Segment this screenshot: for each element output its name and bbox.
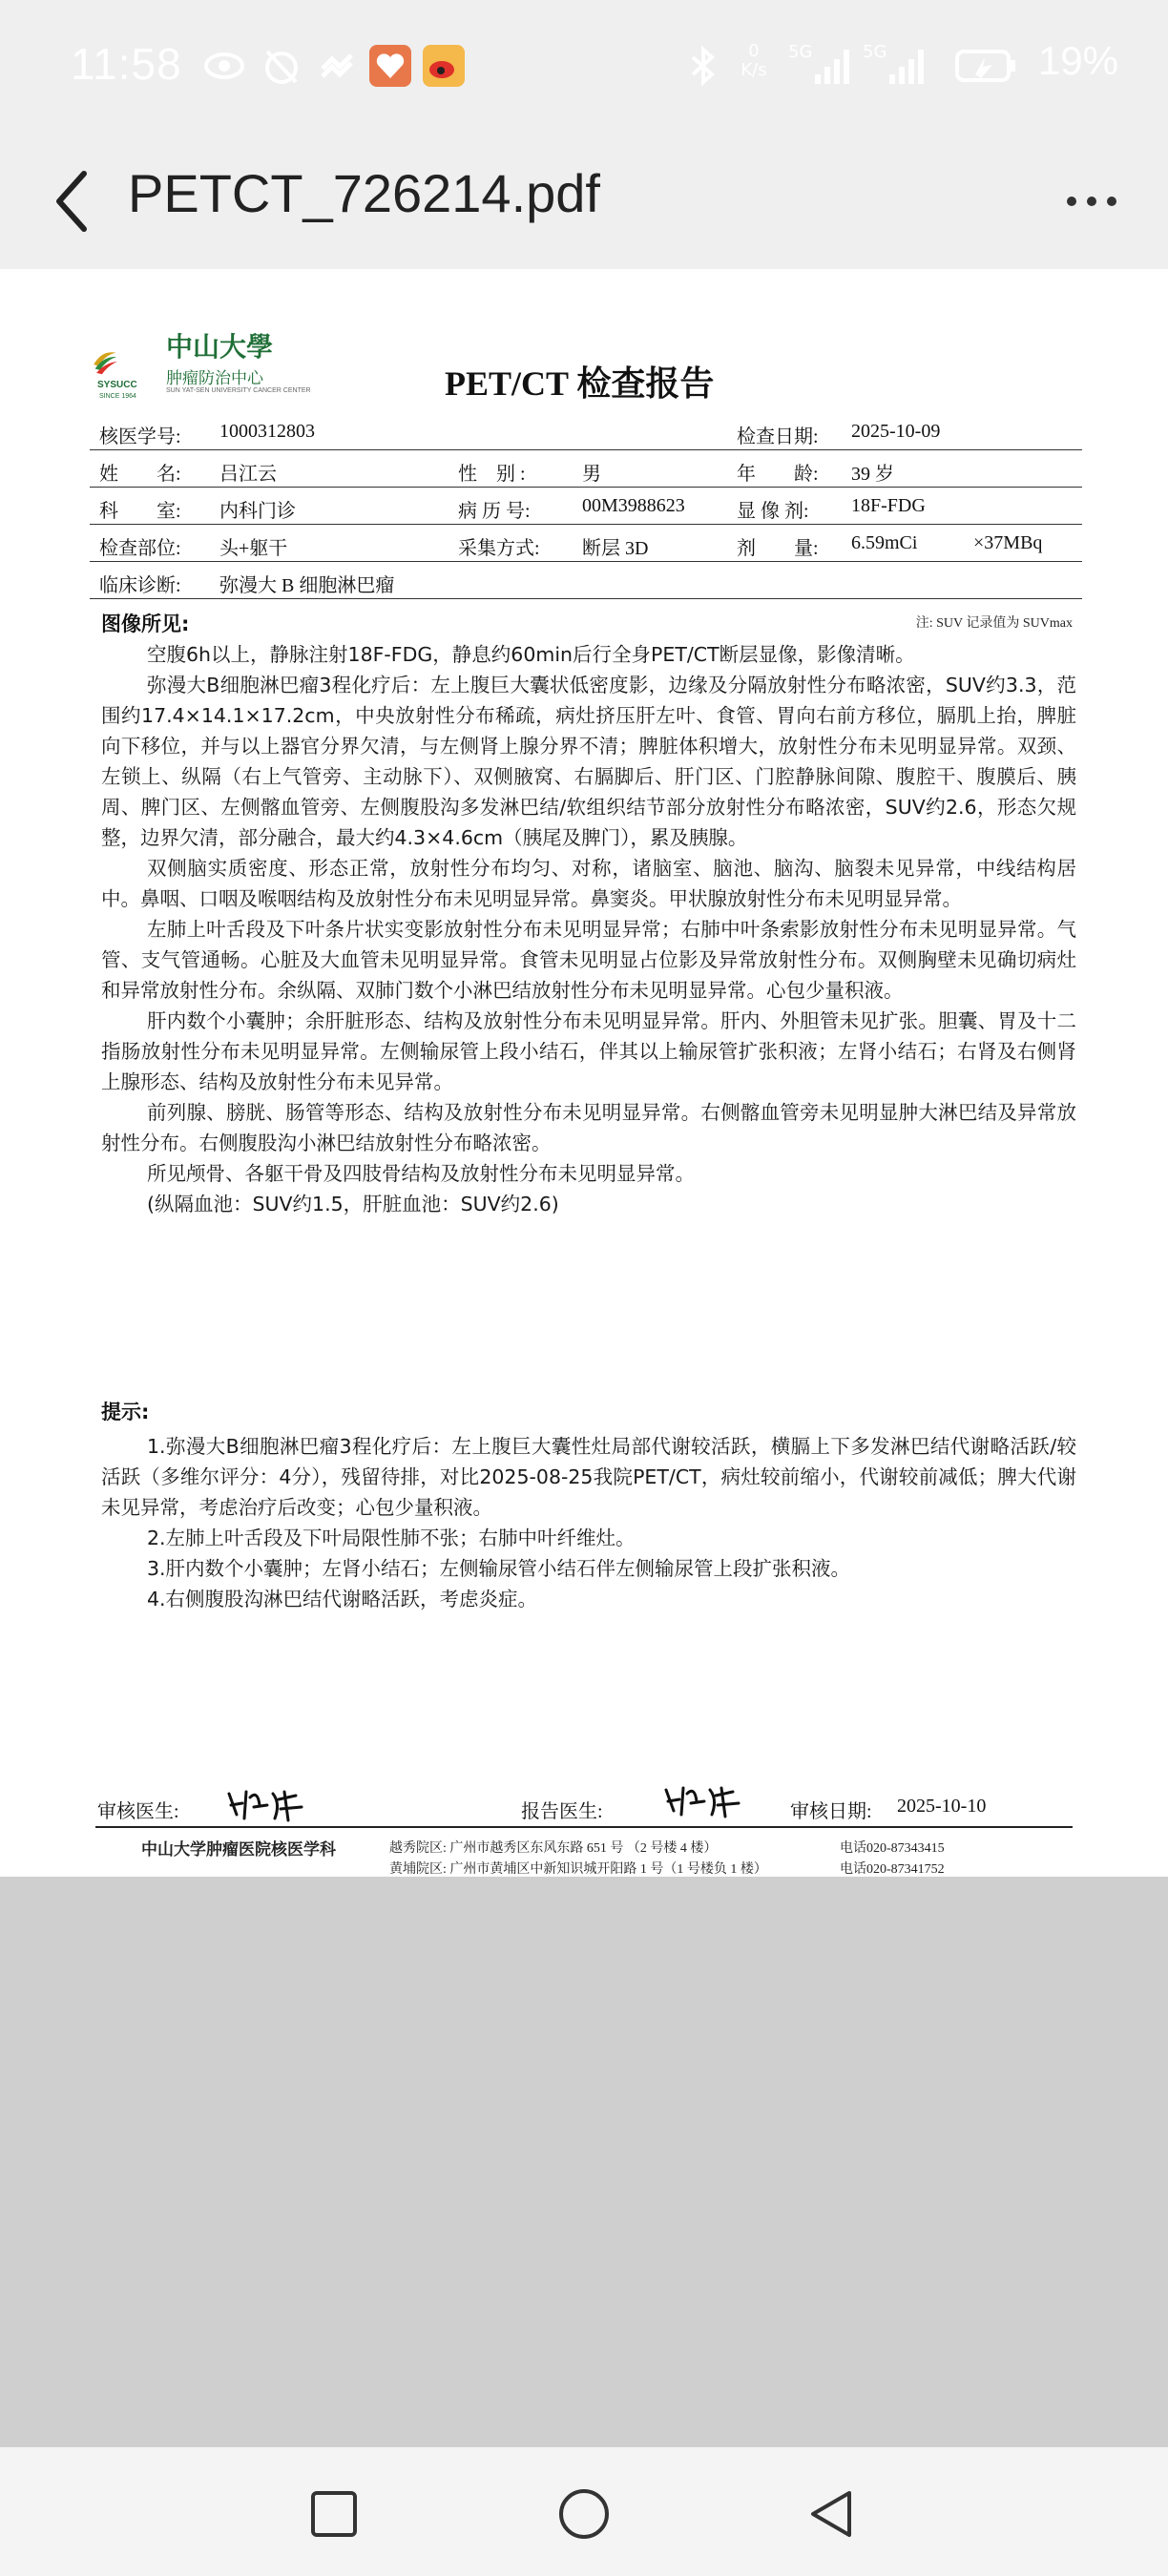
findings-body (101, 639, 1076, 1219)
tips-heading: 提示: (101, 1401, 150, 1423)
info-value: 1000312803 (219, 421, 315, 442)
info-value: 39 岁 (851, 464, 894, 485)
info-label: 科 室: (99, 501, 181, 522)
signal-bars-icon (886, 44, 929, 88)
info-label: 性 别 : (458, 464, 526, 485)
info-value: 弥漫大 B 细胞淋巴瘤 (219, 575, 395, 596)
findings-paragraph: 弥漫大B细胞淋巴瘤3程化疗后：左上腹巨大囊状低密度影，边缘及分隔放射性分布略浓密，SUV约3.3，范围约17.4×14.1×17.2cm，中央放射性分布稀疏，病灶挤压肝左叶、食管、胃向右前方移位，膈肌上抬，脾脏向下移位，并与以上器官分界欠清，与左侧肾上腺分界不清；脾脏体积增大，放射性分布未见明显异常。双颈、左锁上、纵隔（右上气管旁、主动脉下）、双侧腋窝、右膈脚后、肝门区、门腔静脉间隙、腹腔干、腹膜后、胰周、脾门区、左侧髂血管旁、左侧腹股沟多发淋巴结/软组织结节部分放射性分布略浓密，SUV约2.6，形态欠规整，边界欠清，部分融合，最大约4.3×4.6cm（胰尾及脾门），累及胰腺。 (101, 674, 1076, 849)
info-row (90, 488, 1082, 525)
info-label: 病 历 号: (458, 501, 531, 522)
findings-paragraph: 肝内数个小囊肿；余肝脏形态、结构及放射性分布未见明显异常。肝内、外胆管未见扩张。胆囊、胃及十二指肠放射性分布未见明显异常。左侧输尿管上段小结石，伴其以上输尿管扩张积液；左肾小结石；右肾及右侧肾上腺形态、结构及放射性分布未见异常。 (101, 1009, 1076, 1093)
suv-note: 注: SUV 记录值为 SUVmax (915, 616, 1073, 631)
info-label: 临床诊断: (99, 575, 181, 596)
info-value: 头+躯干 (219, 538, 288, 559)
info-value: ×37MBq (973, 532, 1043, 553)
info-label: 剂 量: (737, 538, 819, 559)
info-value: 断层 3D (582, 538, 649, 559)
info-label: 核医学号: (99, 426, 181, 447)
campus-address: 越秀院区: 广州市越秀区东风东路 651 号 （2 号楼 4 楼） (389, 1841, 718, 1856)
tip-item: 3.肝内数个小囊肿；左肾小结石；左侧输尿管小结石伴左侧输尿管上段扩张积液。 (147, 1557, 851, 1580)
bluetooth-icon (681, 44, 725, 88)
phone-number: 电话020-87341752 (840, 1862, 945, 1877)
info-row (90, 562, 1082, 599)
signal-label-2: 5G (863, 42, 887, 62)
findings-paragraph: 前列腺、膀胱、肠管等形态、结构及放射性分布未见明显异常。右侧髂血管旁未见明显肿大淋巴结及异常放射性分布。右侧腹股沟小淋巴结放射性分布略浓密。 (101, 1101, 1076, 1154)
tip-item: 4.右侧腹股沟淋巴结代谢略活跃，考虑炎症。 (147, 1588, 538, 1610)
back-button[interactable] (38, 160, 105, 242)
patient-info-table (90, 413, 1082, 599)
reviewer-label: 审核医生: (97, 1801, 179, 1822)
signal-bars-icon (811, 44, 855, 88)
logo-subtitle: 肿瘤防治中心 (166, 369, 263, 388)
info-value: 内科门诊 (219, 501, 296, 522)
logo-english-name: SUN YAT-SEN UNIVERSITY CANCER CENTER (166, 387, 311, 394)
info-value: 男 (582, 464, 601, 485)
findings-paragraph: (纵隔血池：SUV约1.5，肝脏血池：SUV约2.6) (147, 1193, 559, 1215)
eye-icon (202, 44, 246, 88)
home-button[interactable] (555, 2485, 613, 2543)
alarm-off-icon (260, 44, 303, 88)
info-value: 00M3988623 (582, 495, 685, 516)
pdf-page[interactable] (0, 269, 1168, 1877)
recents-button[interactable] (305, 2485, 363, 2543)
campus-address: 黄埔院区: 广州市黄埔区中新知识城开阳路 1 号（1 号楼负 1 楼） (389, 1862, 767, 1877)
info-label: 显 像 剂: (737, 501, 809, 522)
info-label: 检查部位: (99, 538, 181, 559)
info-row (90, 413, 1082, 450)
findings-paragraph: 空腹6h以上，静脉注射18F-FDG，静息约60min后行全身PET/CT断层显像，影像清晰。 (147, 643, 915, 666)
info-label: 姓 名: (99, 464, 181, 485)
logo-abbr: SYSUCC (97, 380, 137, 390)
review-date-label: 审核日期: (790, 1801, 872, 1822)
tip-item: 1.弥漫大B细胞淋巴瘤3程化疗后：左上腹巨大囊性灶局部代谢较活跃，横膈上下多发淋巴结代谢略活跃/较活跃（多维尔评分：4分），残留待排，对比2025-08-25我院PET/CT，病灶较前缩小，代谢较前减低；脾大代谢未见异常，考虑治疗后改变；心包少量积液。 (101, 1435, 1076, 1519)
report-title: PET/CT 检查报告 (445, 364, 715, 403)
network-speed: 0 K/s (740, 41, 767, 80)
more-options-button[interactable] (1053, 174, 1130, 231)
findings-paragraph: 双侧脑实质密度、形态正常，放射性分布均匀、对称，诸脑室、脑池、脑沟、脑裂未见异常，中线结构居中。鼻咽、口咽及喉咽结构及放射性分布未见明显异常。鼻窦炎。甲状腺放射性分布未见明显异常。 (101, 857, 1076, 910)
info-value: 6.59mCi (851, 532, 918, 553)
reporter-label: 报告医生: (521, 1801, 603, 1822)
battery-icon (954, 44, 1017, 88)
info-label: 年 龄: (737, 464, 819, 485)
footer-divider (95, 1826, 1073, 1828)
logo-since: SINCE 1964 (99, 393, 136, 400)
info-label: 检查日期: (737, 426, 819, 447)
phone-number: 电话020-87343415 (840, 1841, 945, 1856)
logo-name: 中山大學 (166, 331, 274, 363)
battery-percent: 19% (1037, 38, 1118, 83)
more-horizontal-icon (1067, 197, 1076, 206)
reviewer-signature (225, 1786, 305, 1824)
info-row (90, 450, 1082, 488)
info-label: 采集方式: (458, 538, 540, 559)
nav-back-button[interactable] (803, 2485, 861, 2543)
info-value: 18F-FDG (851, 495, 926, 516)
tips-body (101, 1431, 1076, 1614)
findings-paragraph: 所见颅骨、各躯干骨及四肢骨结构及放射性分布未见明显异常。 (147, 1162, 695, 1185)
info-value: 吕江云 (219, 464, 277, 485)
document-title: PETCT_726214.pdf (128, 163, 600, 223)
findings-paragraph: 左肺上叶舌段及下叶条片状实变影放射性分布未见明显异常；右肺中叶条索影放射性分布未见明显异常。气管、支气管通畅。心脏及大血管未见明显异常。食管未见明显占位影及异常放射性分布。双侧胸壁未见确切病灶和异常放射性分布。余纵隔、双肺门数个小淋巴结放射性分布未见明显异常。心包少量积液。 (101, 918, 1076, 1002)
department-name: 中山大学肿瘤医院核医学科 (141, 1840, 336, 1859)
info-value: 2025-10-09 (851, 421, 941, 442)
reporter-signature (662, 1782, 742, 1820)
status-time: 11:58 (71, 39, 182, 89)
findings-heading: 图像所见: (101, 613, 190, 635)
navigation-bar (0, 2447, 1168, 2576)
status-bar (0, 0, 1168, 134)
review-date: 2025-10-10 (897, 1796, 987, 1817)
weibo-app-icon (422, 44, 466, 88)
health-app-icon (315, 44, 359, 88)
tip-item: 2.左肺上叶舌段及下叶局限性肺不张；右肺中叶纤维灶。 (147, 1527, 636, 1549)
info-row (90, 525, 1082, 562)
heart-app-icon (368, 44, 412, 88)
signal-label-1: 5G (788, 42, 813, 62)
app-bar (0, 134, 1168, 269)
